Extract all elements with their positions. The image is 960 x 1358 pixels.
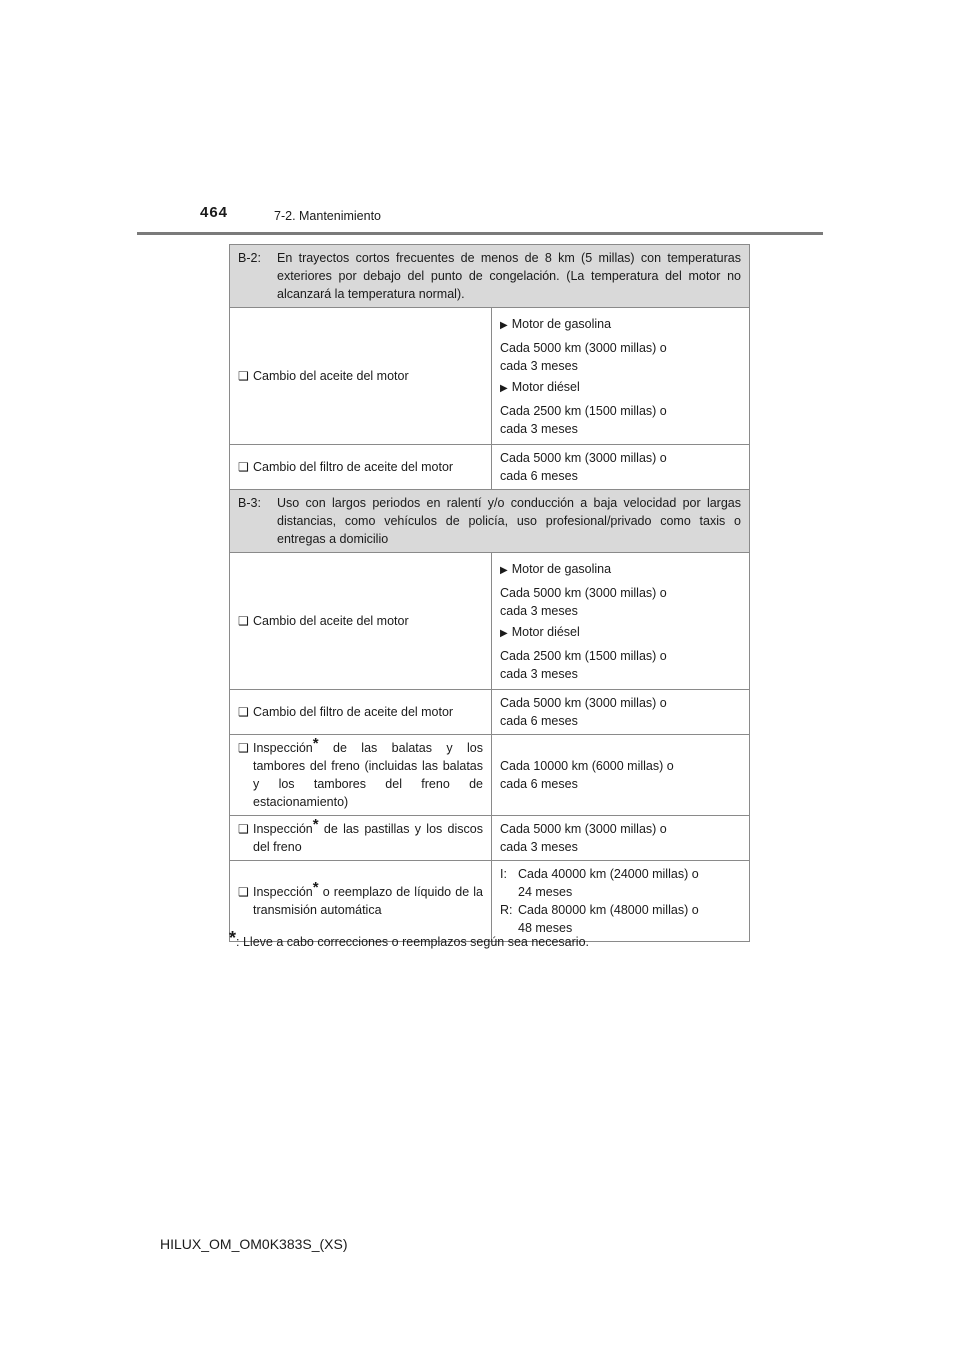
table-row [230,735,750,816]
asterisk-icon: * [229,928,237,948]
checkbox-icon: ❑ [238,822,249,836]
interval-text: Cada 5000 km (3000 millas) o cada 3 meses [492,816,750,861]
maintenance-table [229,244,750,942]
checkbox-icon: ❑ [238,741,249,755]
arrow-icon: ▶ [500,565,508,576]
interval-text: Cada 5000 km (3000 millas) o cada 3 meses [500,586,667,618]
condition-text: En trayectos cortos frecuentes de menos de 8 km (5 millas) con temperaturas exteriores por debajo del punto de congelación. (La temperatura del motor no alcanzará la temperatura normal). [277,251,741,301]
section-title: 7-2. Mantenimiento [274,209,382,223]
interval-text: Cada 5000 km (3000 millas) o cada 6 meses [492,690,750,735]
checkbox-icon: ❑ [238,614,249,628]
engine-subheading: ▶ Motor diésel [500,380,580,394]
document-code: HILUX_OM_OM0K383S_(XS) [160,1236,348,1252]
table-row [230,690,750,735]
interval-text: Cada 2500 km (1500 millas) o cada 3 meses [500,404,667,436]
engine-subheading: ▶ Motor diésel [500,625,580,639]
table-row [230,816,750,861]
asterisk-icon: * [312,735,319,752]
checkbox-icon: ❑ [238,885,249,899]
arrow-icon: ▶ [500,628,508,639]
maintenance-item: Cambio del aceite del motor [253,369,409,383]
checkbox-icon: ❑ [238,369,249,383]
footnote: *: Lleve a cabo correcciones o reemplazos según sea necesario. [229,928,589,949]
maintenance-item: Cambio del filtro de aceite del motor [253,705,454,719]
checkbox-icon: ❑ [238,460,249,474]
arrow-icon: ▶ [500,320,508,331]
asterisk-icon: * [312,879,319,896]
asterisk-icon: * [312,816,319,833]
maintenance-item: Cambio del filtro de aceite del motor [253,460,454,474]
table-row [230,553,750,690]
maintenance-item: Inspección* o reemplazo de líquido de la transmisión automática [253,879,483,917]
condition-row-b2 [230,245,750,308]
interval-text: Cada 5000 km (3000 millas) o cada 3 meses [500,341,667,373]
condition-code: B-2: [238,251,261,265]
condition-row-b3 [230,490,750,553]
table-row [230,308,750,445]
interval-text: Cada 5000 km (3000 millas) o cada 6 meses [492,445,750,490]
condition-text: Uso con largos periodos en ralentí y/o conducción a baja velocidad por largas distancias, como vehículos de policía, uso profesional/privado como taxis o entregas a domicilio [277,496,741,546]
replacement-interval: R: Cada 80000 km (48000 millas) o 48 meses [500,903,699,935]
page-number: 464 [200,204,229,221]
table-row [230,445,750,490]
header-divider [137,232,823,235]
checkbox-icon: ❑ [238,705,249,719]
condition-code: B-3: [238,496,261,510]
inspection-interval: I: Cada 40000 km (24000 millas) o 24 meses [500,867,699,899]
arrow-icon: ▶ [500,383,508,394]
engine-subheading: ▶ Motor de gasolina [500,317,612,331]
maintenance-item: Cambio del aceite del motor [253,614,409,628]
maintenance-item: Inspección* de las balatas y los tambores del freno (incluidas las balatas y los tambores del freno de estacionamiento) [253,735,483,809]
interval-text: Cada 10000 km (6000 millas) o cada 6 meses [492,735,750,816]
interval-text: Cada 2500 km (1500 millas) o cada 3 meses [500,649,667,681]
engine-subheading: ▶ Motor de gasolina [500,562,612,576]
maintenance-item: Inspección* de las pastillas y los discos del freno [253,816,483,854]
